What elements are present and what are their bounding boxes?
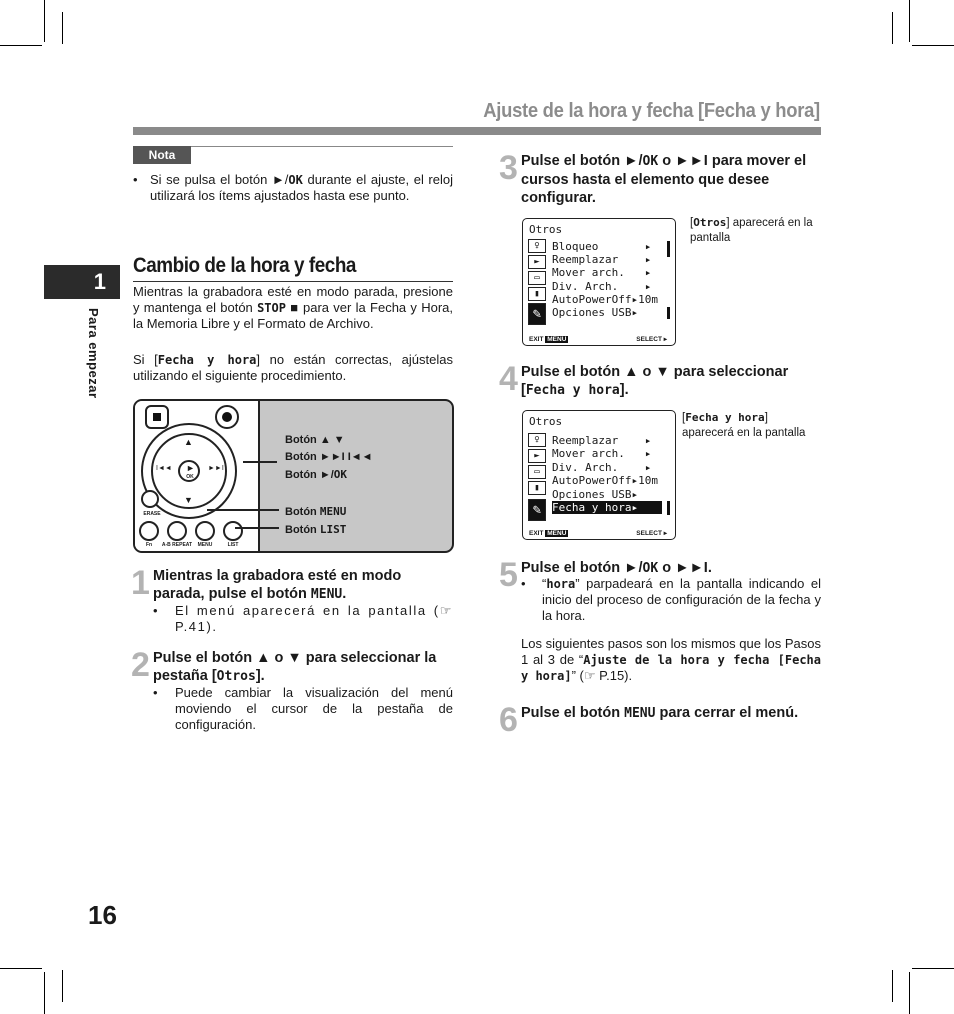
lcd-menu-item: Bloqueo ▸	[552, 240, 652, 253]
crop-mark	[892, 970, 893, 1002]
wrench-icon: ✎	[528, 499, 546, 521]
lcd-menu-item: Reemplazar ▸	[552, 434, 652, 447]
lcd-menu-item: Opciones USB▸	[552, 488, 639, 501]
page-number: 16	[88, 900, 117, 930]
step-2-bullet: Puede cambiar la visualización del menú moviendo el cursor de la pestaña de configuración.	[175, 685, 453, 732]
crop-mark	[0, 45, 42, 46]
step-number: 4	[499, 360, 518, 398]
step-number: 2	[131, 646, 150, 684]
label-updown: Botón ▲ ▼	[285, 434, 345, 446]
nota-text: Si se pulsa el botón ►/OK durante el ajuste, el reloj utilizará los ítems ajustados hasta ese punto.	[150, 172, 453, 203]
step-5-paragraph: Los siguientes pasos son los mismos que los Pasos 1 al 3 de “Ajuste de la hora y fecha [Fecha y hora]” (☞ P.15).	[521, 636, 821, 683]
leader-line	[243, 461, 277, 463]
device-illustration	[133, 399, 454, 553]
step-6-title: Pulse el botón MENU para cerrar el menú.	[521, 705, 799, 721]
step-number: 6	[499, 701, 518, 739]
step-1-bullet: El menú aparecerá en la pantalla (☞ P.41).	[175, 603, 453, 634]
ok-button	[178, 460, 200, 482]
leader-line	[235, 527, 279, 529]
lcd-tab-title: Otros	[529, 415, 563, 428]
step-3-title: Pulse el botón ►/OK o ►►I para mover el cursos hasta el elemento que desee configurar.	[521, 153, 807, 206]
wrench-icon: ✎	[528, 303, 546, 325]
step-number: 5	[499, 556, 518, 594]
step-number: 3	[499, 149, 518, 187]
lcd-scrollbar	[667, 241, 670, 257]
leader-line	[207, 509, 279, 511]
rewind-icon: I◄◄	[156, 465, 172, 472]
rec-button	[215, 405, 239, 429]
crop-mark	[44, 0, 45, 42]
ab-key-label: A-B REPEAT	[161, 542, 193, 548]
play-tab-icon: ►	[528, 255, 546, 269]
label-play-ok: Botón ►/OK	[285, 468, 348, 481]
ab-repeat-button	[167, 521, 187, 541]
label-list: Botón LIST	[285, 523, 347, 536]
device-front-panel	[135, 401, 260, 551]
step-5-bullet: “hora” parpadeará en la pantalla indicando el inicio del proceso de configuración de la fecha y la hora.	[542, 576, 821, 623]
section-para-1: Mientras la grabadora esté en modo parada, presione y mantenga el botón STOP ■ para ver la Fecha y Hora, la Memoria Libre y el Formato de Archivo.	[133, 284, 453, 331]
crop-mark	[909, 0, 910, 42]
page-header-title: Ajuste de la hora y fecha [Fecha y hora]	[483, 100, 820, 122]
lcd-menu-item: AutoPowerOff▸10m	[552, 474, 658, 487]
list-key-label: LIST	[227, 542, 239, 548]
crop-mark	[912, 45, 954, 46]
bullet-marker: •	[521, 576, 526, 591]
label-menu: Botón MENU	[285, 505, 347, 518]
microphone-icon: ♀	[528, 433, 546, 447]
step-1-title: Mientras la grabadora esté en modo parada, pulse el botón MENU.	[153, 568, 402, 602]
card-icon: ▮	[528, 287, 546, 301]
step-2-title: Pulse el botón ▲ o ▼ para seleccionar la pestaña [Otros].	[153, 650, 437, 684]
card-icon: ▮	[528, 481, 546, 495]
up-arrow-icon: ▲	[184, 437, 193, 447]
crop-mark	[62, 970, 63, 1002]
crop-mark	[0, 968, 42, 969]
lcd-menu-item: Mover arch. ▸	[552, 266, 652, 279]
rec-icon	[222, 412, 232, 422]
lcd-footer-select: SELECT ▸	[636, 336, 667, 343]
crop-mark	[44, 972, 45, 1014]
lcd-menu-item: AutoPowerOff▸10m	[552, 293, 658, 306]
section-para-2: Si [Fecha y hora] no están correctas, ajústelas utilizando el siguiente procedimiento.	[133, 352, 453, 383]
list-button	[223, 521, 243, 541]
play-icon: ►	[186, 463, 195, 473]
lcd-menu-item-selected: Fecha y hora▸	[552, 501, 662, 514]
bullet-marker: •	[153, 685, 158, 700]
lcd-menu-item: Mover arch. ▸	[552, 447, 652, 460]
lcd-footer-exit: EXIT MENU	[529, 336, 567, 343]
display-icon: ▭	[528, 271, 546, 285]
chapter-label: Para empezar	[86, 308, 101, 399]
fn-key-label: Fn	[145, 542, 153, 548]
lcd-menu-item: Opciones USB▸	[552, 306, 639, 319]
display-icon: ▭	[528, 465, 546, 479]
section-title: Cambio de la hora y fecha	[133, 254, 356, 277]
stop-icon	[153, 413, 161, 421]
fast-forward-icon: ►►I	[208, 465, 224, 472]
crop-mark	[912, 968, 954, 969]
nota-rule	[191, 146, 453, 147]
lcd-scrollbar	[667, 307, 670, 319]
lcd-menu-item: Reemplazar ▸	[552, 253, 652, 266]
crop-mark	[62, 12, 63, 44]
play-tab-icon: ►	[528, 449, 546, 463]
lcd-menu-item: Div. Arch. ▸	[552, 280, 652, 293]
down-arrow-icon: ▼	[184, 495, 193, 505]
fn-button	[139, 521, 159, 541]
lcd-footer-select: SELECT ▸	[636, 530, 667, 537]
lcd-scrollbar	[667, 501, 670, 515]
step-5-title: Pulse el botón ►/OK o ►►I.	[521, 560, 712, 576]
bullet-marker: •	[133, 172, 138, 187]
nota-tag: Nota	[133, 146, 191, 164]
menu-button	[195, 521, 215, 541]
lcd-menu-item: Div. Arch. ▸	[552, 461, 652, 474]
lcd-footer-exit: EXIT MENU	[529, 530, 567, 537]
microphone-icon: ♀	[528, 239, 546, 253]
lcd-screen-otros	[522, 218, 676, 346]
step-number: 1	[131, 564, 150, 602]
erase-button	[141, 490, 159, 508]
crop-mark	[909, 972, 910, 1014]
stop-button	[145, 405, 169, 429]
erase-key-label: ERASE	[143, 511, 161, 517]
lcd-tab-title: Otros	[529, 223, 563, 236]
menu-key-label: MENU	[197, 542, 213, 548]
bullet-marker: •	[153, 603, 158, 618]
ok-key-label: OK	[186, 474, 194, 480]
label-ffrew: Botón ►►I I◄◄	[285, 451, 373, 463]
step-4-title: Pulse el botón ▲ o ▼ para seleccionar [Fecha y hora].	[521, 364, 789, 398]
header-rule	[133, 127, 821, 135]
lcd-screen-fecha	[522, 410, 676, 540]
screen-2-caption: [Fecha y hora] aparecerá en la pantalla	[682, 411, 806, 439]
screen-1-caption: [Otros] aparecerá en la pantalla	[690, 216, 813, 244]
chapter-tab: 1	[44, 265, 120, 299]
section-rule	[133, 281, 453, 282]
crop-mark	[892, 12, 893, 44]
